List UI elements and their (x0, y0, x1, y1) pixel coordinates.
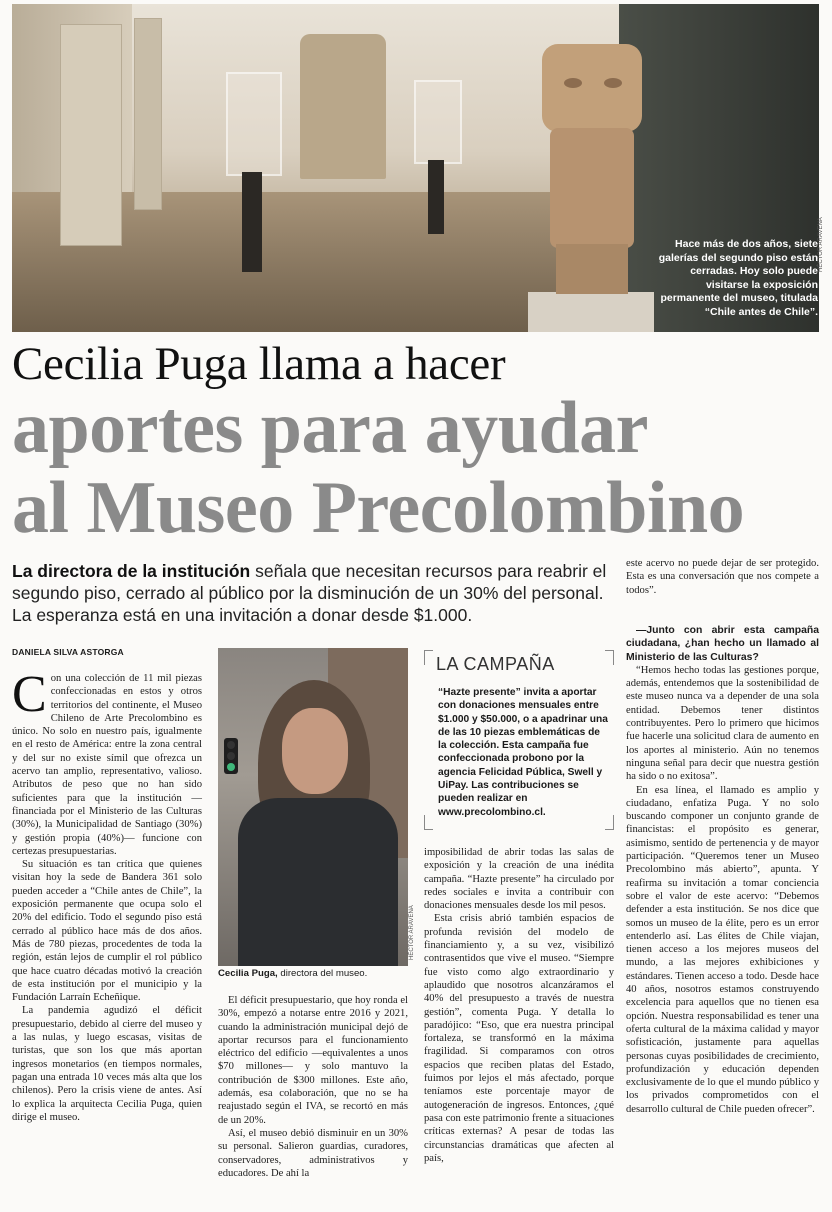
body-paragraph: Así, el museo debió disminuir en un 30% su personal. Salieron guardias, curadores, conservadores, administrativos y educadores. De ahí la (218, 1127, 408, 1179)
body-column-4 (626, 624, 819, 1116)
campaign-text: “Hazte presente” invita a aportar con donaciones mensuales entre $1.000 y $50.000, o a apadrinar una de las 10 piezas emblemáticas de la colección. Esta campaña fue confeccionada probono por la agencia Felicidad Pública, Swell y UiPay. Las contribuciones se pueden realizar en www.precolombino.cl. (438, 687, 608, 818)
body-column-4-top (626, 557, 819, 597)
deck-text: señala que necesitan recursos para reabrir el segundo piso, cerrado al público por la disminución de un 30% del personal. La esperanza está en una invitación a donar desde $1.000. (12, 561, 607, 625)
body-paragraph: “Hemos hecho todas las gestiones porque, además, entendemos que la sostenibilidad de este museo nunca va a depender de una sola entidad. Debemos tener distintos contribuyentes. Pero lo primero que hicimos fue hacerle una solicitud clara de aumento en los aportes al ministerio. Aún no tenemos ninguna señal para decir que nuestra gestión ha sido o no exitosa”. (626, 664, 819, 783)
body-paragraph: El déficit presupuestario, que hoy ronda el 30%, empezó a notarse entre 2016 y 2021, cuando la administración municipal dejó de aportar recursos para el funcionamiento eléctrico del edificio —equivalentes a unos $70 millones— y solo mantuvo la contribución de $300 millones. Este año, además, esa colaboración, que no se ha reajustado según el IVA, se recortó en más de un 20%. (218, 995, 408, 1126)
body-paragraph: imposibilidad de abrir todas las salas de exposición y la creación de una inédita campaña. “Hazte presente” ha circulado por redes sociales e invita a contribuir con donaciones mensuales desde los mil pesos. (424, 847, 614, 912)
campaign-box (424, 650, 614, 830)
headline-line-2: aportes para ayudar (12, 387, 648, 469)
deck-lead: La directora de la institución (12, 561, 251, 581)
body-paragraph: on una colección de 11 mil piezas confeccionadas en estos y otros territorios del continente, el Museo Chileno de Arte Precolombino es único. No solo en nuestro país, igualmente en el resto de América: entre la zona central y del sur no existe símil que ofrezca un acervo tan amplio, representativo, valioso. Atributos de peso que no han sido suficientes para que la institución —financiada por el Ministerio de las Culturas (30%), la Municipalidad de Santiago (30%) y gestión propia (40%)— funcione con certezas presupuestarias. (12, 673, 202, 857)
body-paragraph: En esa línea, el llamado es amplio y ciudadano, enfatiza Puga. Y no solo buscando componer un conjunto grande de financistas: el propósito es generar, asimismo, sentido de pertenencia y de mayor participación. “Queremos tener un Museo Precolombino más abierto”, apunta. Y reafirma su invitación a tomar conciencia sobre el valor de este acervo: “Debemos defender a esta institución. Se nos dice que somos un museo de la élite, pero es un error entenderlo así. Las élites de Chile viajan, tienen acceso a los mejores museos del mundo, a las mejores exhibiciones y estándares. Tienen acceso a todo. Desde hace 40 años, nosotros estamos construyendo excelencia para aquellos que no tienen esa opción. Nuestra responsabilidad es tener una oferta cultural de la máxima calidad y mayor sofisticación, justamente para aquellas personas cuyas posibilidades de crecimiento, profundización y educación dependen exclusivamente de lo que el mundo público y los privados comprometidos con el desarrollo cultural de Chile pueden ofrecer”. (626, 784, 819, 1115)
body-column-2 (218, 994, 408, 1180)
photo-credit: HÉCTOR ARAVENA (818, 217, 824, 272)
headline-line-1: Cecilia Puga llama a hacer (12, 338, 506, 390)
caption-text: directora del museo. (277, 968, 368, 979)
portrait-credit: HÉCTOR ARAVENA (409, 905, 415, 960)
interview-question: —Junto con abrir esta campaña ciudadana, ¿han hecho un llamado al Ministerio de las Culturas? (626, 625, 819, 663)
body-paragraph: Su situación es tan crítica que quienes visitan hoy la sede de Bandera 361 solo pueden acceder a “Chile antes de Chile”, la exposición permanente que ocupa solo el 20% del edificio. Todo el segundo piso está cerrado al público hace más de dos años. Más de 780 piezas, procedentes de toda la región, están lejos de cumplir el rol público que hace cuatro décadas motivó la creación de esta institución por el municipio y la Fundación Larraín Echeñique. (12, 859, 202, 1004)
caption-name: Cecilia Puga, (218, 968, 278, 979)
drop-cap: C (12, 666, 47, 723)
headline-line-3: al Museo Precolombino (12, 467, 745, 549)
body-column-1 (12, 666, 202, 1124)
photo-caption: Hace más de dos años, siete galerías del segundo piso están cerradas. Hoy solo puede visitarse la exposición permanente del museo, titulada “Chile antes de Chile”. (658, 238, 818, 318)
cecilia-puga-portrait (218, 648, 408, 966)
campaign-title: LA CAMPAÑA (436, 654, 555, 674)
article-deck (12, 560, 612, 626)
body-column-3 (424, 846, 614, 1165)
body-paragraph: Esta crisis abrió también espacios de profunda revisión del modelo de financiamiento y, a su vez, visibilizó contrasentidos que vive el museo. “Siempre fue visto como algo extraordinario y aplaudido que nosotros alcanzáramos el 40% del presupuesto a través de nuestra gestión”, comenta Puga. Y detalla lo paradójico: “Eso, que era nuestra principal fortaleza, se transformó en la máxima fragilidad. Si comparamos con otros espacios que reciben platas del Estado, fuimos por lejos el más afectado, porque teníamos este porcentaje mayor de autogeneración de ingresos. Entonces, ¿qué pasa con este patrimonio frente a situaciones críticas externas? A pesar de todas las circunstancias dramáticas que afecten al país, (424, 913, 614, 1164)
portrait-caption (218, 968, 408, 979)
body-paragraph: este acervo no puede dejar de ser protegido. Esta es una conversación que nos compete a todos”. (626, 558, 819, 596)
body-paragraph: La pandemia agudizó el déficit presupuestario, debido al cierre del museo y a las nulas, y luego escasas, visitas de turistas, que son los que más aportan ingresos monetarios (en tiempos normales, pagan una entrada 10 veces más alta que los chilenos). Pero la crisis viene de antes. Así lo explica la arquitecta Cecilia Puga, quien dirige el museo. (12, 1005, 202, 1123)
byline: DANIELA SILVA ASTORGA (12, 647, 124, 657)
